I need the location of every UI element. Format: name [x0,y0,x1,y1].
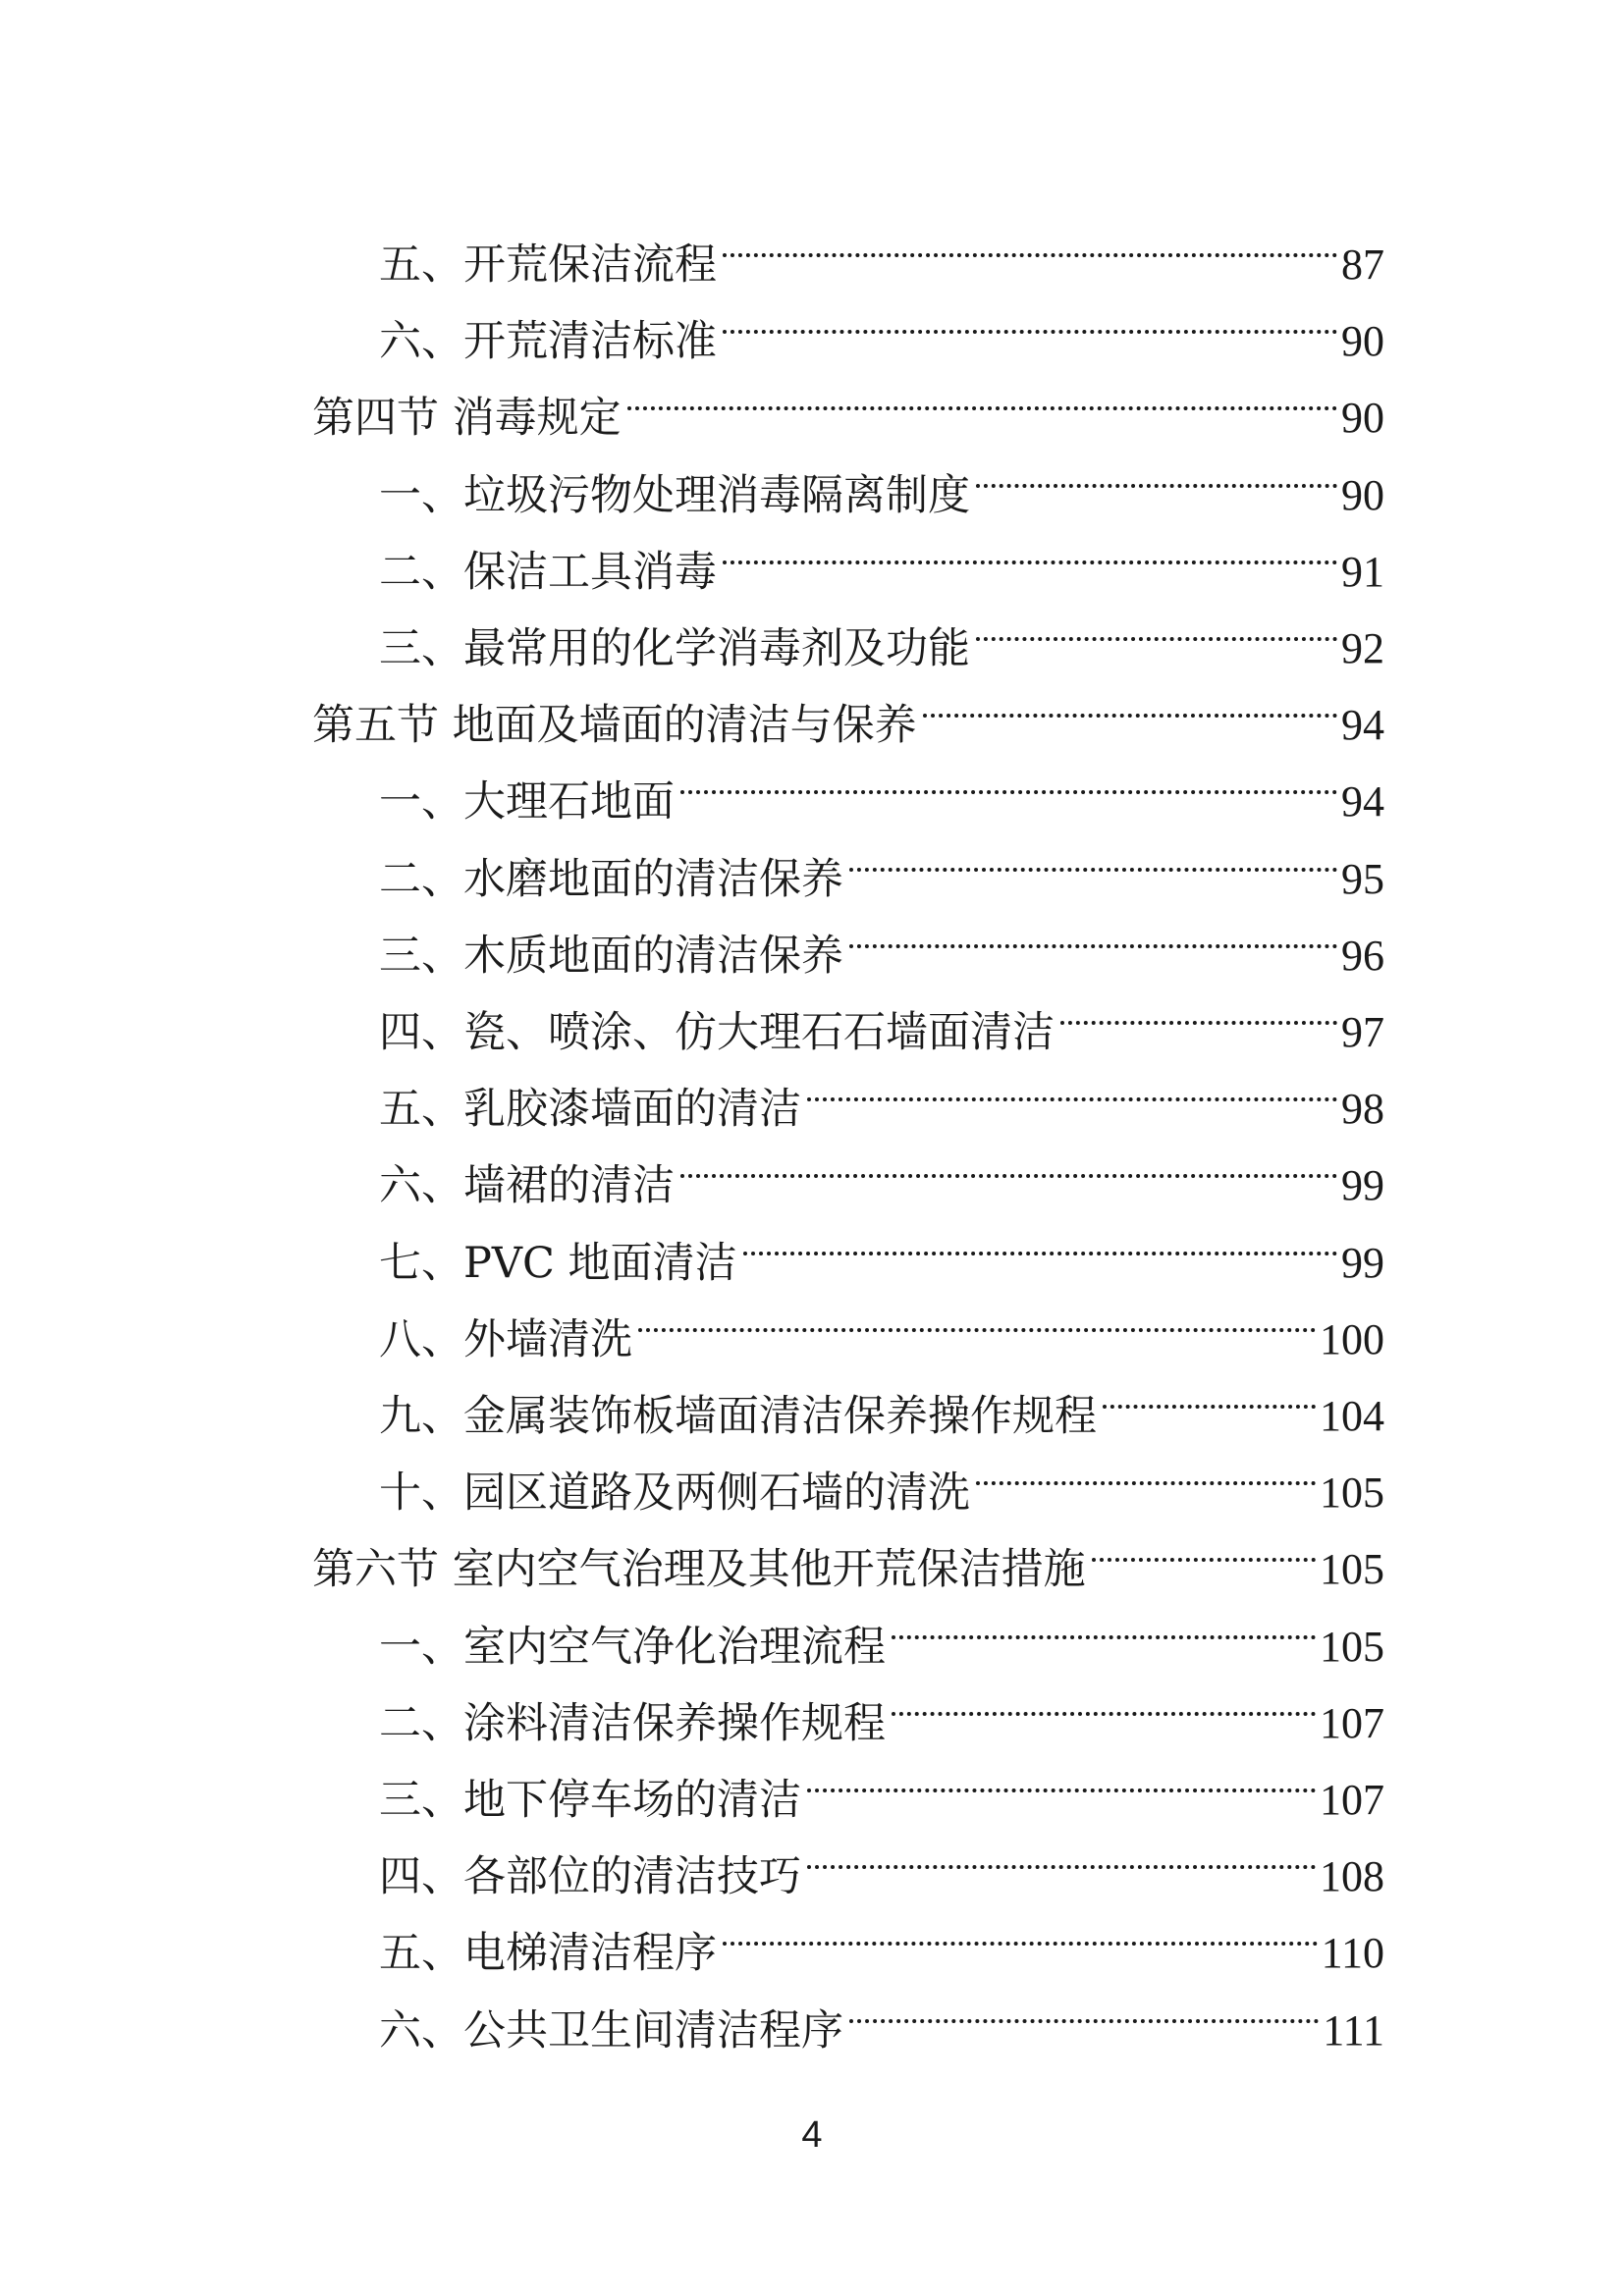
toc-entry-page: 87 [1341,240,1384,289]
toc-entry-title: 二、涂料清洁保养操作规程 [379,1698,886,1748]
toc-entry[interactable] [379,1123,1384,1211]
toc-dot-leader [849,893,1337,970]
toc-dot-leader [723,1891,1318,1967]
toc-entry-title: 一、垃圾污物处理消毒隔离制度 [379,470,970,520]
toc-dot-leader [849,817,1337,893]
toc-entry[interactable] [379,1277,1384,1364]
toc-entry-title: 七、PVC 地面清洁 [379,1238,737,1288]
toc-entry-page: 99 [1341,1238,1384,1287]
toc-entry-page: 90 [1341,470,1384,519]
toc-entry-title: 第六节 室内空气治理及其他开荒保洁措施 [312,1545,1086,1595]
toc-dot-leader [849,1968,1319,2045]
toc-entry[interactable] [379,509,1384,597]
toc-entry-page: 107 [1320,1698,1384,1747]
toc-entry-title: 六、墙裙的清洁 [379,1161,675,1211]
toc-dot-leader [627,355,1337,432]
toc-entry-page: 94 [1341,701,1384,750]
toc-entry-title: 二、水磨地面的清洁保养 [379,854,843,904]
toc-section-entry[interactable] [312,1507,1384,1595]
toc-dot-leader [680,1123,1337,1200]
toc-entry-title: 六、公共卫生间清洁程序 [379,2005,843,2056]
toc-entry-page: 99 [1341,1161,1384,1210]
toc-entry-title: 二、保洁工具消毒 [379,547,717,597]
toc-entry-title: 四、瓷、喷涂、仿大理石石墙面清洁 [379,1008,1055,1057]
toc-entry-page: 111 [1323,2005,1384,2055]
toc-entry-page: 98 [1341,1085,1384,1134]
toc-entry-page: 90 [1341,394,1384,443]
toc-entry-page: 104 [1320,1392,1384,1440]
toc-entry[interactable] [379,1046,1384,1135]
toc-dot-leader [807,1814,1316,1891]
toc-dot-leader [976,433,1337,509]
toc-dot-leader [723,509,1337,586]
toc-entry-page: 105 [1320,1468,1384,1518]
toc-dot-leader [1060,970,1337,1046]
toc-entry[interactable] [379,970,1384,1057]
toc-entry-title: 八、外墙清洗 [379,1314,632,1364]
toc-dot-leader [680,739,1337,816]
toc-entry[interactable] [379,1354,1384,1441]
toc-entry[interactable] [379,1968,1384,2056]
toc-dot-leader [638,1277,1316,1354]
toc-entry[interactable] [379,1430,1384,1519]
toc-entry[interactable] [379,433,1384,520]
toc-entry-title: 第五节 地面及墙面的清洁与保养 [312,701,917,751]
toc-entry-title: 一、大理石地面 [379,777,675,828]
toc-entry-title: 第四节 消毒规定 [312,394,622,444]
toc-entry-page: 105 [1320,1545,1384,1594]
toc-entry-page: 108 [1320,1852,1384,1901]
toc-entry-title: 五、电梯清洁程序 [379,1929,717,1979]
toc-dot-leader [976,1430,1316,1507]
toc-dot-leader [923,663,1337,739]
toc-entry-title: 三、最常用的化学消毒剂及功能 [379,624,970,673]
toc-entry[interactable] [379,1201,1384,1288]
page-number: 4 [801,2114,823,2156]
toc-entry[interactable] [379,1737,1384,1825]
toc-entry-title: 五、开荒保洁流程 [379,240,717,290]
toc-dot-leader [892,1584,1316,1661]
toc-dot-leader [723,279,1337,355]
toc-entry-title: 三、木质地面的清洁保养 [379,931,843,981]
toc-entry[interactable] [379,1814,1384,1902]
toc-entry-page: 107 [1320,1776,1384,1824]
toc-dot-leader [723,202,1337,279]
toc-entry[interactable] [379,586,1384,673]
toc-entry-title: 九、金属装饰板墙面清洁保养操作规程 [379,1392,1097,1441]
toc-dot-leader [807,1046,1337,1123]
toc-entry-page: 94 [1341,777,1384,827]
toc-entry-title: 十、园区道路及两侧石墙的清洗 [379,1468,970,1519]
toc-dot-leader [1092,1507,1316,1583]
toc-entry-title: 一、室内空气净化治理流程 [379,1622,886,1672]
toc-entry-page: 100 [1320,1314,1384,1363]
toc-dot-leader [892,1661,1316,1737]
toc-entry[interactable] [379,817,1384,904]
toc-dot-leader [976,586,1337,663]
toc-dot-leader [1103,1354,1316,1430]
toc-entry-page: 96 [1341,931,1384,980]
toc-entry-title: 六、开荒清洁标准 [379,317,717,367]
toc-entry-page: 105 [1320,1622,1384,1671]
toc-entry-page: 90 [1341,317,1384,366]
toc-dot-leader [743,1201,1337,1277]
toc-entry-title: 四、各部位的清洁技巧 [379,1852,801,1902]
toc-entry-page: 92 [1341,624,1384,672]
toc-entry-title: 三、地下停车场的清洁 [379,1776,801,1825]
toc-entry[interactable] [379,1661,1384,1748]
toc-entry[interactable] [379,202,1384,290]
toc-entry-title: 五、乳胶漆墙面的清洁 [379,1085,801,1135]
toc-entry-page: 95 [1341,854,1384,903]
toc-section-entry[interactable] [312,663,1384,751]
toc-entry[interactable] [379,1584,1384,1672]
toc-entry-page: 97 [1341,1008,1384,1056]
toc-entry[interactable] [379,279,1384,367]
toc-entry-page: 110 [1321,1929,1384,1978]
toc-entry[interactable] [379,739,1384,828]
toc-section-entry[interactable] [312,355,1384,444]
toc-dot-leader [807,1737,1316,1814]
toc-entry[interactable] [379,1891,1384,1979]
toc-entry[interactable] [379,893,1384,981]
toc-entry-page: 91 [1341,547,1384,596]
